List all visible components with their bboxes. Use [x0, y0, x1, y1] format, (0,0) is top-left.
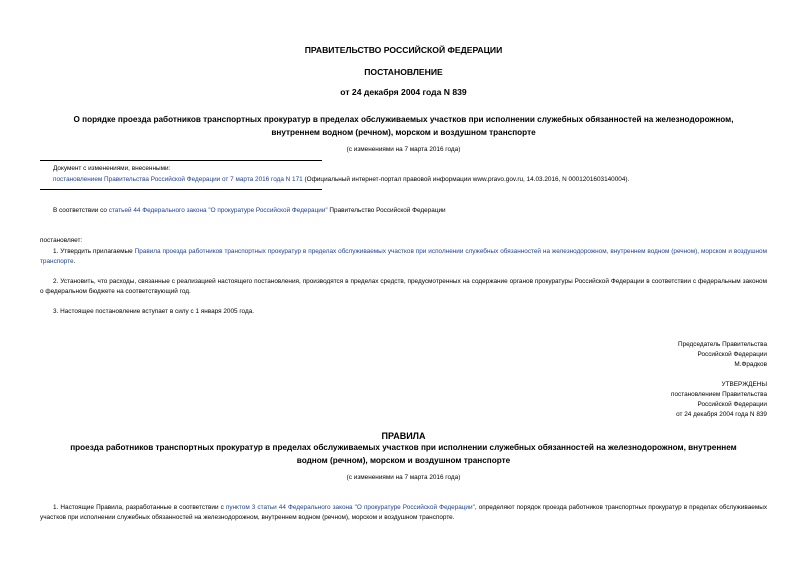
document-title-line2: внутреннем водном (речном), морском и воздушном транспорте — [271, 128, 536, 137]
rules-heading: ПРАВИЛА — [381, 431, 426, 441]
preamble-text-after: Правительство Российской Федерации — [327, 207, 446, 214]
changes-source: (Официальный интернет-портал правовой информации www.pravo.gov.ru, 14.03.2016, N 0001201603140004). — [302, 176, 630, 183]
law-article-44-link[interactable]: статьей 44 Федерального закона "О прокуратуре Российской Федерации" — [108, 207, 328, 214]
rules-item-1-end: , определяют порядок проезда работников транспортных прокуратур в пределах обслуживаемых участков при исполнении служебных обязанностей на железнодорожном, внутреннем водном (речном), морском и воздушном транспорте. — [40, 504, 768, 521]
government-heading: ПРАВИТЕЛЬСТВО РОССИЙСКОЙ ФЕДЕРАЦИИ — [304, 45, 503, 55]
amending-decree-link[interactable]: постановлением Правительства Российской Федерации от 7 марта 2016 года N 171 — [53, 176, 303, 183]
changes-reference — [53, 175, 773, 185]
approved-country: Российской Федерации — [697, 401, 767, 408]
rules-link[interactable]: Правила проезда работников транспортных прокуратур в пределах обслуживаемых участков при исполнении служебных обязанностей на железнодорожном, внутреннем водном (речном), морском и воздушном транспорте — [40, 248, 767, 265]
rules-item-1-text: 1. Настоящие Правила, разработанные в соответствии с — [53, 504, 226, 511]
item-1-end: . — [73, 258, 76, 265]
rules-subtitle-line2: водном (речном), морском и воздушном транспорте — [296, 456, 511, 465]
rules-amendment-note: (с изменениями на 7 марта 2016 года) — [346, 474, 461, 481]
preamble — [53, 206, 446, 216]
rules-subtitle-line1: проезда работников транспортных прокуратур в пределах обслуживаемых участков при исполнении служебных обязанностей на железнодорожном, внутреннем — [70, 443, 737, 452]
item-1 — [40, 247, 767, 267]
changes-top-rule — [40, 160, 322, 161]
item-1-text: 1. Утвердить прилагаемые — [53, 248, 135, 255]
amendment-note: (с изменениями на 7 марта 2016 года) — [346, 146, 461, 153]
approved-by: постановлением Правительства — [671, 391, 767, 398]
signature-name: М.Фрадков — [734, 361, 767, 368]
changes-intro: Документ с изменениями, внесенными: — [53, 165, 171, 172]
approved-date: от 24 декабря 2004 года N 839 — [676, 411, 767, 418]
document-type-heading: ПОСТАНОВЛЕНИЕ — [364, 67, 443, 77]
decides-word: постановляет: — [40, 237, 83, 244]
changes-bottom-rule — [40, 189, 322, 190]
signature-position: Председатель Правительства — [678, 341, 767, 348]
item-2: 2. Установить, что расходы, связанные с реализацией настоящего постановления, производятся в пределах средств, предусмотренных на содержание органов прокуратуры Российской Федерации в соответствии с федеральным законом о федеральном бюджете на соответствующий год. — [40, 278, 767, 295]
preamble-text-before: В соответствии со — [53, 207, 109, 214]
signature-country: Российской Федерации — [697, 351, 767, 358]
approved-heading: УТВЕРЖДЕНЫ — [721, 381, 767, 388]
document-date-number: от 24 декабря 2004 года N 839 — [340, 87, 467, 97]
law-article-44-point-3-link[interactable]: пунктом 3 статьи 44 Федерального закона "О прокуратуре Российской Федерации" — [225, 504, 475, 511]
document-title-line1: О порядке проезда работников транспортных прокуратур в пределах обслуживаемых участков при исполнении служебных обязанностей на железнодорожном, — [73, 115, 734, 124]
item-3: 3. Настоящее постановление вступает в силу с 1 января 2005 года. — [53, 308, 255, 315]
rules-item-1 — [40, 503, 767, 523]
